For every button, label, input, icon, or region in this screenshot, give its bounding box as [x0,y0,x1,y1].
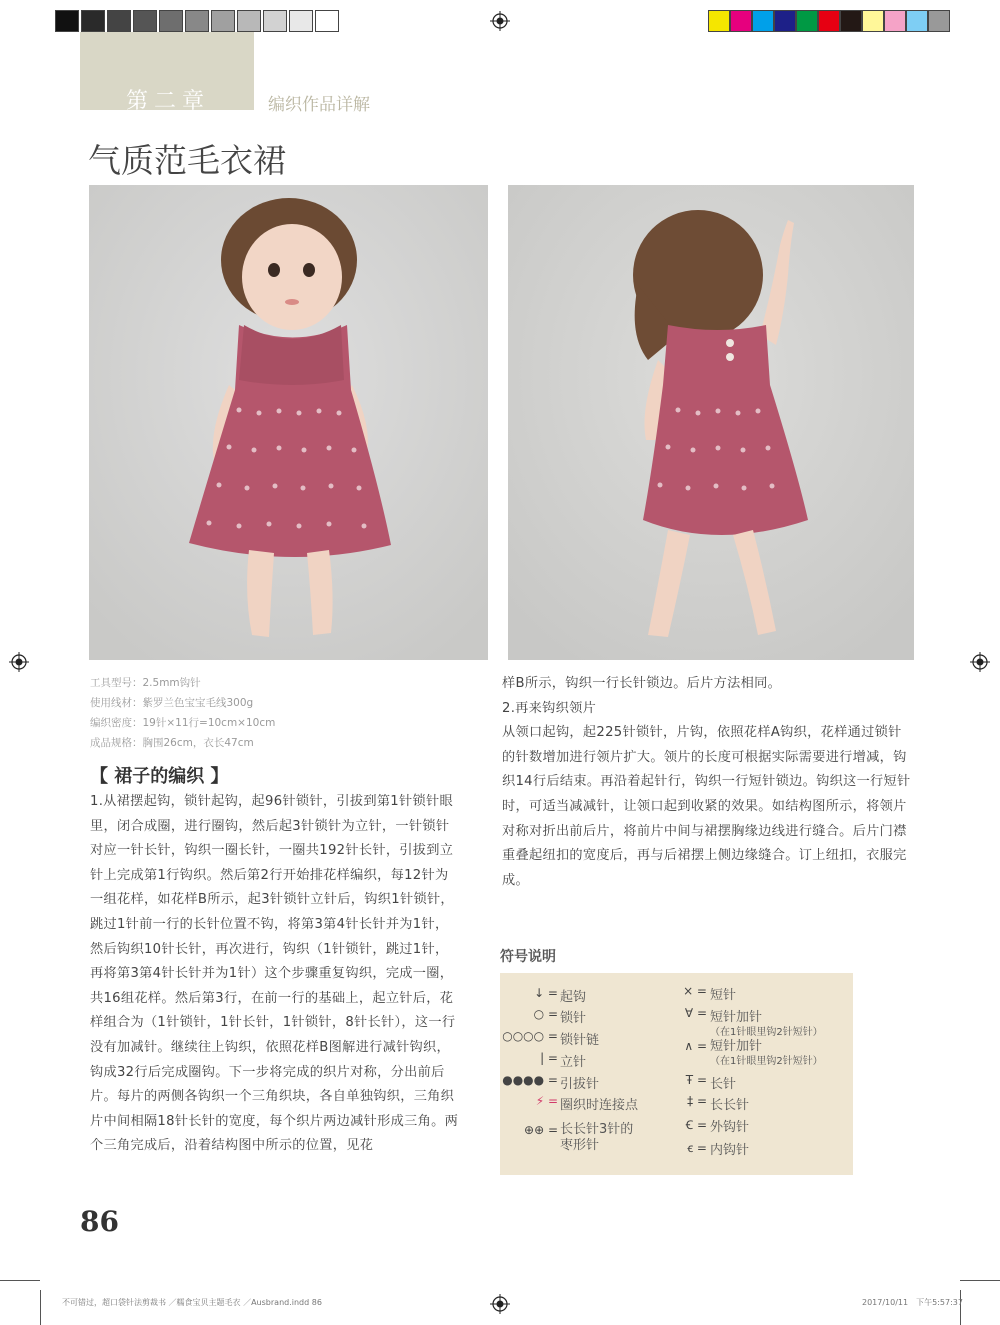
color-swatch [862,10,884,32]
gray-swatch [315,10,339,32]
registration-mark-icon [490,11,510,31]
gray-swatch [263,10,287,32]
legend-label: 外钩针 [710,1120,750,1135]
page-number: 86 [80,1205,119,1238]
crop-mark [0,1280,40,1281]
legend-label: 圈织时连接点 [560,1098,639,1113]
section-heading: 【 裙子的编织 】 [90,766,229,787]
legend-title: 符号说明 [500,949,556,965]
grayscale-calibration-bar [55,10,341,32]
legend-label: 起钩 [560,990,587,1005]
color-swatch [840,10,862,32]
print-slug-right: 2017/10/11 下午5:57:37 [862,1298,963,1307]
crop-mark [40,1290,41,1325]
legend-label: 短针加针 [710,1039,763,1054]
spec-tool: 工具型号：2.5mm钩针 [90,677,201,689]
chapter-label: 第二章 [126,89,211,114]
legend-label: 立针 [560,1055,587,1070]
spec-gauge: 编织密度：19针×11行=10cm×10cm [90,717,276,729]
instructions-right-column [502,672,914,893]
spec-yarn: 使用线材：紫罗兰色宝宝毛线300g [90,697,254,709]
spec-size: 成品规格：胸围26cm，衣长47cm [90,737,254,749]
symbol-legend [500,973,853,1175]
gray-swatch [107,10,131,32]
gray-swatch [185,10,209,32]
gray-swatch [159,10,183,32]
legend-note: （在1针眼里钩2针短针） [710,1027,823,1038]
join-point-symbol-icon: ⚡ = [535,1094,558,1108]
single-crochet-symbol-icon: × = [683,984,707,998]
slip-stitch-symbol-icon: ●●●● = [502,1073,558,1087]
start-symbol-icon: ↓ = [534,986,558,1000]
paragraph-continuation: 样B所示，钩织一行长针锁边。后片方法相同。 [502,676,782,691]
registration-mark-icon [970,652,990,672]
gray-swatch [81,10,105,32]
sc-increase-symbol-icon: ∧ = [684,1039,707,1053]
gray-swatch [237,10,261,32]
crop-mark [960,1280,1000,1281]
gray-swatch [211,10,235,32]
instructions-left-column: 1.从裙摆起钩，锁针起钩，起96针锁针，引拔到第1针锁针眼里，闭合成圈，进行圈钩，然后起3针锁针为立针，一针锁针对应一针长针，钩织一圈长针，一圈共192针长针，引拔到立针上完成第1行钩织。然后第2行开始排花样编织，每12针为一组花样，如花样B所示，起3针锁针立针后，钩织1针锁针，跳过1针前一行的长针位置不钩，将第3第4针长针并为1针，然后钩织10针长针，再次进行，钩织（1针锁针，跳过1针，再将第3第4针长针并为1针）这个步骤重复钩织，完成一圈，共16组花样。然后第3行，在前一行的基础上，起立针后，花样组合为（1针锁针，1针长针，1针锁针，8针长针），这一行没有加减针。继续往上钩织，依照花样B图解进行减针钩织，钩成32行后完成圈钩。下一步将完成的织片对称，分出前后片。每片的两侧各钩织一个三角织块，各自单独钩织，三角织片中间相隔18针长针的宽度，每个织片两边减针形成三角。两个三角完成后，沿着结构图中所示的位置，见花 [90,794,459,1154]
print-slug-left: 不可错过，超口袋针法剪裁书 ／糯食宝贝主题毛衣 ／Ausbrand.indd 86 [62,1298,322,1307]
color-swatch [818,10,840,32]
color-swatch [774,10,796,32]
legend-label: 长长针 [710,1098,750,1113]
sc-increase-symbol-icon: ∀ = [684,1006,707,1020]
material-specs [90,673,275,753]
color-swatch [884,10,906,32]
legend-note: （在1针眼里钩2针短针） [710,1056,823,1067]
turning-chain-symbol-icon: | = [540,1051,558,1065]
legend-label: 长长针3针的 枣形针 [560,1122,634,1153]
gray-swatch [133,10,157,32]
gray-swatch [289,10,313,32]
color-swatch [796,10,818,32]
page-title: 气质范毛衣裙 [88,141,286,180]
legend-label: 引拔针 [560,1077,600,1092]
color-swatch [906,10,928,32]
legend-label: 锁针 [560,1011,587,1026]
gray-swatch [55,10,79,32]
registration-mark-icon [9,652,29,672]
legend-label: 锁针链 [560,1033,600,1048]
color-swatch [730,10,752,32]
chain-symbol-icon: ○ = [533,1007,558,1021]
registration-mark-icon [490,1294,510,1314]
color-swatch [752,10,774,32]
color-swatch [928,10,950,32]
photo-front-view [89,185,488,660]
chain-link-symbol-icon: ○○○○ = [502,1029,558,1043]
legend-label: 短针 [710,988,737,1003]
legend-label: 短针加针 [710,1010,763,1025]
double-crochet-symbol-icon: Ŧ = [685,1073,707,1087]
chapter-subtitle: 编织作品详解 [268,95,370,115]
collar-instructions: 从领口起钩，起225针锁针，片钩，依照花样A钩织，花样通过锁针的针数增加进行领片扩大。领片的长度可根据实际需要进行增减，钩织14行后结束。再沿着起针行，钩织一行短针锁边。钩织这一行短针时，可适当减减针，让领口起到收紧的效果。如结构图所示，将领片对称对折出前后片，将前片中间与裙摆胸缘边线进行缝合。后片门襟重叠起纽扣的宽度后，再与后裙摆上侧边缘缝合。订上纽扣，衣服完成。 [502,725,911,888]
photo-back-view [508,185,914,660]
color-calibration-bar [708,10,950,32]
collar-heading: 2.再来钩织领片 [502,700,597,716]
back-post-symbol-icon: ꞓ = [687,1141,707,1155]
legend-label: 内钩针 [710,1143,750,1158]
legend-label: 长针 [710,1077,737,1092]
treble-crochet-symbol-icon: ‡ = [687,1094,707,1108]
color-swatch [708,10,730,32]
front-post-symbol-icon: Ꞓ = [685,1118,707,1132]
bobble-stitch-symbol-icon: ⊕⊕ = [524,1123,558,1137]
